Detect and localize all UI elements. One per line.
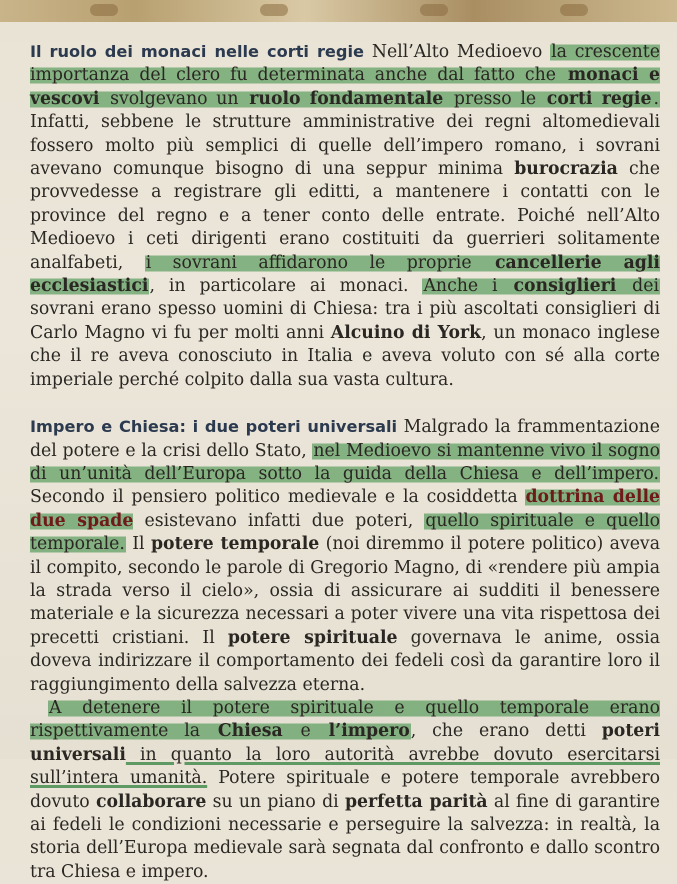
paragraph-church-and-empire <box>30 697 660 884</box>
highlight: la crescente importanza del clero fu determinata anche dal fatto che <box>30 42 660 86</box>
keyword-perfetta-parita: perfetta parità <box>344 791 488 812</box>
highlight: . <box>653 88 659 109</box>
highlight: Anche i <box>423 276 512 297</box>
section-heading-monks: Il ruolo dei monaci nelle corti regie <box>30 42 365 61</box>
text-run: Malgrado la frammentazione del potere e la crisi dello Stato, <box>30 417 660 461</box>
text-run: che provvedesse a registrare gli editti, a mantenere i contatti con le province del regno e a tener conto delle entrate. Poiché nell’Alto Medioevo i ceti dirigenti erano costituiti da guerrieri solitamente analfabeti, <box>30 159 661 273</box>
text-run: , in particolare ai monaci. <box>149 276 423 297</box>
keyword-collaborare: collaborare <box>95 791 207 812</box>
keyword-burocrazia: burocrazia <box>514 159 618 180</box>
keyword-impero: l’impero <box>328 721 410 742</box>
keyword-corti-regie: corti regie <box>546 88 652 109</box>
text-run: su un piano di <box>206 791 345 812</box>
text-run: al fine di garantire ai fedeli le condizioni necessarie e perseguire la salvezza: in realtà, la storia dell’Europa medievale sarà segnata dal confronto e dallo scontro tra Chiesa e impero. <box>30 791 661 882</box>
keyword-monaci-vescovi: monaci e vescovi <box>30 65 660 109</box>
top-illustration-strip <box>0 0 677 22</box>
highlight: dei <box>618 276 659 297</box>
text-run: , che erano detti <box>410 721 602 742</box>
decorative-shape <box>90 4 118 16</box>
highlight: presso le <box>445 88 545 109</box>
paragraph-monks-in-royal-courts <box>30 40 660 392</box>
highlight: svolgevano un <box>101 88 248 109</box>
text-run: Nell’Alto Medioevo <box>364 42 551 62</box>
keyword-ruolo: ruolo fondamentale <box>249 88 444 109</box>
keyword-chiesa: Chiesa <box>217 721 283 742</box>
decorative-shape <box>420 4 448 16</box>
decorative-shape <box>560 4 588 16</box>
decorative-shape <box>260 4 288 16</box>
text-run: sovrani erano spesso uomini di Chiesa: tra i più ascoltati consiglieri di Carlo Magno vi fu per molti anni <box>30 299 660 343</box>
text-run: , un monaco inglese che il re aveva conosciuto in Italia e aveva voluto con sé alla corte imperiale perché colpito dalla sua vasta cultura. <box>30 322 660 390</box>
text-run: governava le anime, ossia doveva indirizzare il comportamento dei fedeli così da garantire loro il raggiungimento della salvezza eterna. <box>30 627 661 695</box>
text-run: Secondo il pensiero politico medievale e la cosiddetta <box>30 487 526 508</box>
keyword-consiglieri: consiglieri <box>513 276 617 297</box>
text-run: (noi diremmo il potere politico) aveva il compito, secondo le parole di Gregorio Magno, di «rendere più ampia la strada verso il cielo», ossia di assicurare ai sudditi il benessere materiale e la sicurezza necessari a poter vivere una vita rispettosa dei precetti cristiani. Il <box>30 534 661 648</box>
highlight: A detenere il potere spirituale e quello temporale erano rispettivamente la <box>30 697 660 742</box>
highlight: i sovrani affidarono le proprie <box>145 252 493 273</box>
highlight: e <box>284 721 327 742</box>
highlight: nel Medioevo si mantenne vivo il sogno di un’unità dell’Europa sotto la guida della Chiesa e dell’impero. <box>30 440 660 484</box>
highlight: quello spirituale e quello temporale. <box>30 510 661 555</box>
keyword-poteri-universali: poteri universali <box>30 721 660 765</box>
keyword-cancellerie: cancellerie agli ecclesiastici <box>30 252 660 297</box>
textbook-page <box>30 40 660 884</box>
text-run: Infatti, sebbene le strutture amministrative dei regni altomedievali fossero molto più semplici di quelle dell’impero romano, i sovrani avevano comunque bisogno di una seppur minima <box>30 112 660 180</box>
keyword-potere-temporale: potere temporale <box>150 534 320 555</box>
text-run: Il <box>125 534 151 555</box>
text-run: esistevano infatti due poteri, <box>133 510 425 531</box>
text-run: Potere spirituale e potere temporale avrebbero dovuto <box>30 768 660 812</box>
section-heading-powers: Impero e Chiesa: i due poteri universali <box>30 417 398 437</box>
section-spacer <box>30 392 660 415</box>
paragraph-two-universal-powers <box>30 415 660 697</box>
keyword-alcuino: Alcuino di York <box>330 322 482 343</box>
underline-highlight: in quanto la loro autorità avrebbe dovuto esercitarsi sull’intera umanità. <box>30 744 660 789</box>
keyword-dottrina-due-spade: dottrina delle due spade <box>30 487 661 531</box>
keyword-potere-spirituale: potere spirituale <box>227 627 398 648</box>
